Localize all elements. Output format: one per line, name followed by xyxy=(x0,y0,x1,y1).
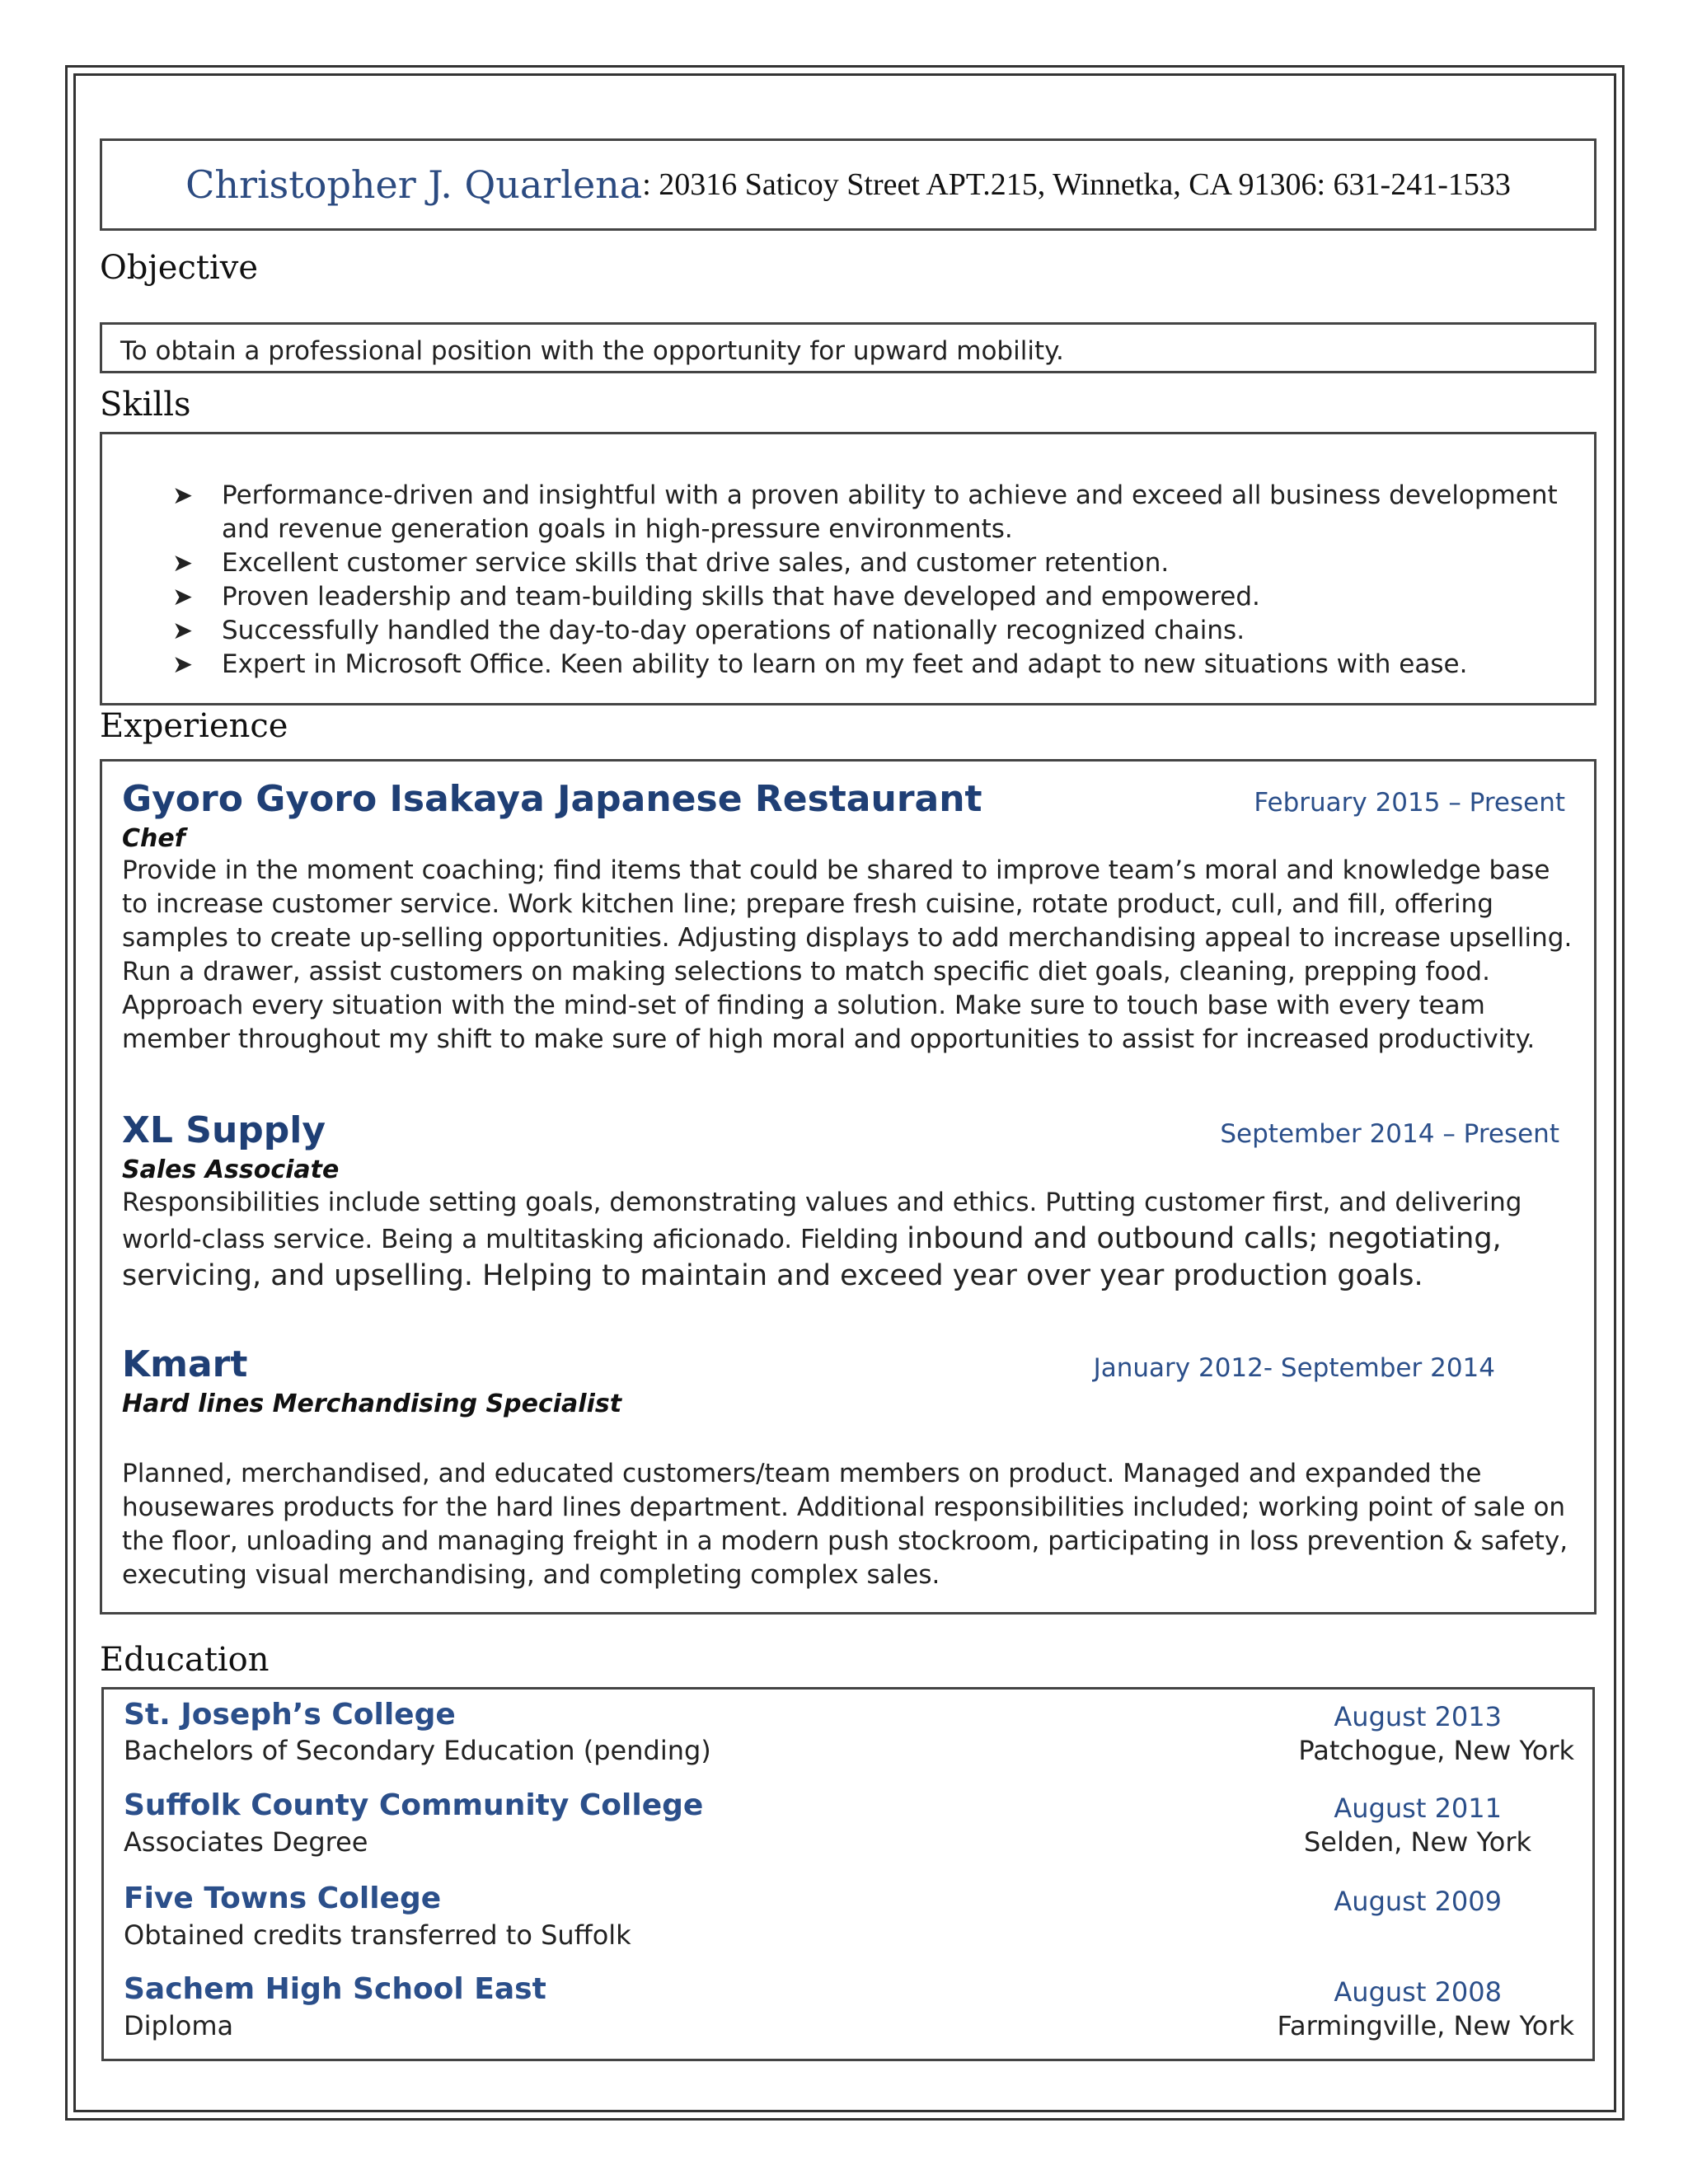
arrowhead-bullet-icon: ➤ xyxy=(172,616,194,645)
skill-item: ➤ Successfully handled the day-to-day operations of nationally recognized chains. xyxy=(172,614,1573,648)
skills-box xyxy=(100,432,1597,705)
job-role: Chef xyxy=(122,824,185,853)
skill-item: ➤ Expert in Microsoft Office. Keen ability to learn on my feet and adapt to new situations with ease. xyxy=(172,648,1573,682)
job-role: Hard lines Merchandising Specialist xyxy=(122,1390,622,1418)
school-name: Suffolk County Community College xyxy=(124,1788,704,1822)
job-description: Provide in the moment coaching; find items that could be shared to improve team’s moral and knowledge base to increase customer service. Work kitchen line; prepare fresh cuisine, rotate product, cull, and fill, offering samples to create up-selling opportunities. Adjusting displays to add merchandising appeal to increase upselling. Run a drawer, assist customers on making selections to match specific diet goals, cleaning, prepping food. Approach every situation with the mind-set of finding a solution. Make sure to touch base with every team member throughout my shift to make sure of high moral and opportunities to assist for increased productivity. xyxy=(122,855,1573,1054)
header-box xyxy=(100,138,1597,231)
experience-box xyxy=(100,759,1597,1615)
job-description: Responsibilities include setting goals, demonstrating values and ethics. Putting customer first, and delivering world-class service. Being a multitasking aficionado. Fielding inbound and outbound calls; negotiating, servicing, and upselling. Helping to maintain and exceed year over year production goals. xyxy=(122,1188,1522,1292)
objective-text: To obtain a professional position with the opportunity for upward mobility. xyxy=(120,336,1064,366)
school-degree: Diploma xyxy=(124,2010,234,2041)
skill-item: ➤ Proven leadership and team-building skills that have developed and empowered. xyxy=(172,580,1573,614)
job-dates: September 2014 – Present xyxy=(1220,1119,1559,1149)
experience-heading: Experience xyxy=(100,707,288,745)
job-dates: January 2012- September 2014 xyxy=(1093,1353,1495,1383)
school-location: Farmingville, New York xyxy=(1277,2010,1574,2041)
skill-item: ➤ Excellent customer service skills that drive sales, and customer retention. xyxy=(172,546,1573,580)
school-location: Patchogue, New York xyxy=(1298,1735,1574,1766)
school-degree: Obtained credits transferred to Suffolk xyxy=(124,1919,631,1951)
arrowhead-bullet-icon: ➤ xyxy=(172,650,194,679)
arrowhead-bullet-icon: ➤ xyxy=(172,549,194,578)
job-role: Sales Associate xyxy=(122,1155,340,1184)
education-box xyxy=(101,1687,1595,2061)
job-company: Gyoro Gyoro Isakaya Japanese Restaurant xyxy=(122,778,982,820)
school-degree: Bachelors of Secondary Education (pending) xyxy=(124,1735,711,1766)
school-date: August 2008 xyxy=(1334,1976,1502,2008)
arrowhead-bullet-icon: ➤ xyxy=(172,583,194,612)
skill-item: ➤ Performance-driven and insightful with a proven ability to achieve and exceed all business development and revenue generation goals in high-pressure environments. xyxy=(172,480,1558,544)
school-name: Five Towns College xyxy=(124,1882,442,1915)
skills-heading: Skills xyxy=(100,386,191,424)
school-location: Selden, New York xyxy=(1303,1826,1531,1858)
job-company: Kmart xyxy=(122,1343,248,1385)
job-company: XL Supply xyxy=(122,1109,326,1151)
school-date: August 2013 xyxy=(1334,1701,1502,1732)
school-name: Sachem High School East xyxy=(124,1972,546,2006)
objective-box xyxy=(100,322,1597,373)
school-degree: Associates Degree xyxy=(124,1826,368,1858)
objective-heading: Objective xyxy=(100,249,259,287)
education-heading: Education xyxy=(100,1641,270,1679)
school-date: August 2009 xyxy=(1334,1886,1502,1917)
arrowhead-bullet-icon: ➤ xyxy=(172,481,194,510)
job-dates: February 2015 – Present xyxy=(1254,788,1565,818)
school-date: August 2011 xyxy=(1334,1793,1502,1824)
contact-info: : 20316 Saticoy Street APT.215, Winnetka, CA 91306: 631-241-1533 xyxy=(642,167,1511,202)
skills-list xyxy=(172,479,1573,682)
candidate-name: Christopher J. Quarlena xyxy=(185,162,643,207)
school-name: St. Joseph’s College xyxy=(124,1698,456,1732)
job-description: Planned, merchandised, and educated customers/team members on product. Managed and expanded the housewares products for the hard lines department. Additional responsibilities included; working point of sale on the floor, unloading and managing freight in a modern push stockroom, participating in loss prevention & safety, executing visual merchandising, and completing complex sales. xyxy=(122,1459,1568,1590)
